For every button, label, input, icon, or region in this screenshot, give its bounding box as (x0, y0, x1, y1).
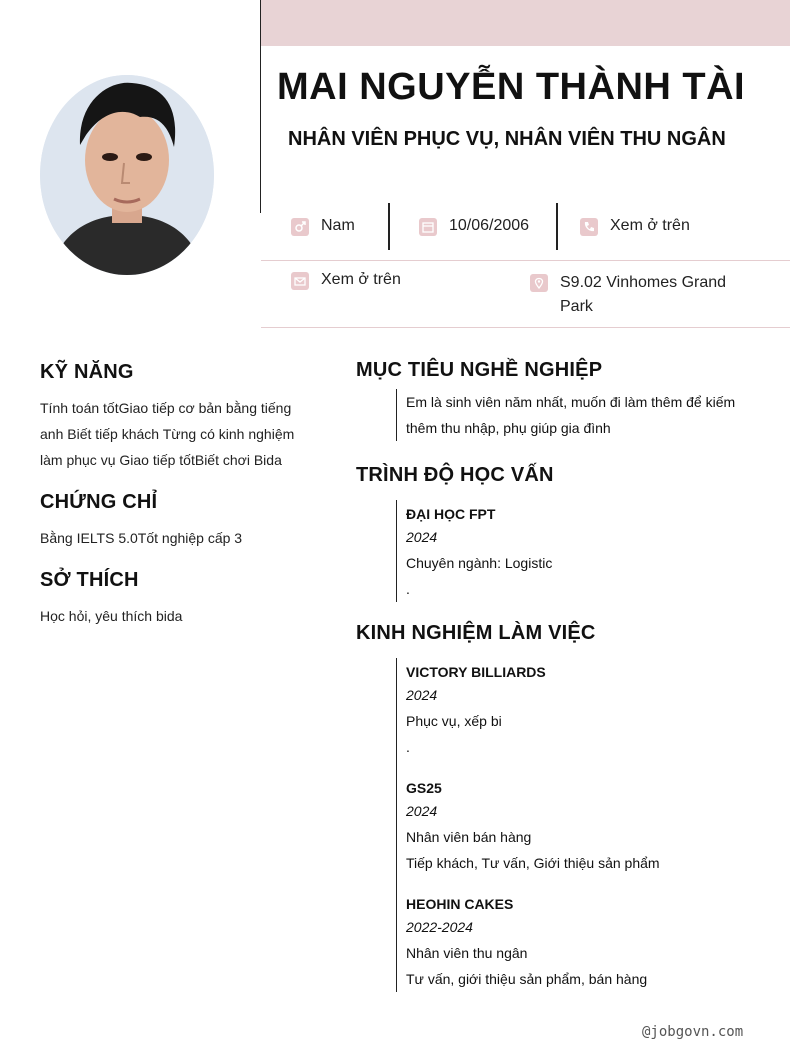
experience-entry (406, 774, 756, 876)
experience-line-1: Nhân viên thu ngân (406, 945, 528, 961)
education-time: 2024 (406, 529, 438, 545)
gender-value: Nam (321, 217, 355, 234)
certificates-title: CHỨNG CHỈ (40, 491, 158, 513)
experience-line-1: Nhân viên bán hàng (406, 829, 532, 845)
info-separator (556, 203, 558, 250)
experience-line-2: . (406, 739, 410, 755)
calendar-icon (419, 218, 437, 236)
experience-org: HEOHIN CAKES (406, 896, 514, 912)
experience-time: 2024 (406, 687, 438, 703)
gender-icon (291, 218, 309, 236)
skills-text: Tính toán tốtGiao tiếp cơ bản bằng tiếng anh Biết tiếp khách Từng có kinh nghiệm làm phục vụ Giao tiếp tốtBiết chơi Bida (40, 400, 295, 468)
experience-org: VICTORY BILLIARDS (406, 664, 546, 680)
experience-entry (406, 890, 756, 992)
phone-value: Xem ở trên (610, 217, 690, 234)
experience-entry (406, 658, 756, 760)
candidate-position: NHÂN VIÊN PHỤC VỤ, NHÂN VIÊN THU NGÂN (288, 128, 726, 150)
email-value: Xem ở trên (321, 271, 401, 288)
education-org: ĐẠI HỌC FPT (406, 506, 496, 522)
experience-line-1: Phục vụ, xếp bi (406, 713, 502, 729)
location-icon (530, 274, 548, 292)
profile-photo (40, 75, 214, 275)
education-entry (406, 500, 756, 602)
header-divider (260, 0, 261, 213)
dob-value: 10/06/2006 (449, 217, 530, 234)
education-title: TRÌNH ĐỘ HỌC VẤN (356, 464, 554, 486)
experience-line-2: Tư vấn, giới thiệu sản phẩm, bán hàng (406, 971, 648, 987)
experience-time: 2022-2024 (406, 919, 473, 935)
info-gender (291, 217, 355, 236)
experience-title: KINH NGHIỆM LÀM VIỆC (356, 622, 596, 644)
hobbies-text: Học hỏi, yêu thích bida (40, 608, 183, 624)
info-address (530, 271, 730, 319)
info-phone (580, 217, 690, 236)
info-email (291, 271, 401, 290)
education-line-1: Chuyên ngành: Logistic (406, 555, 553, 571)
info-row-1 (261, 203, 790, 260)
education-line-2: . (406, 581, 410, 597)
experience-block (396, 658, 756, 992)
info-separator (388, 203, 390, 250)
objective-block (396, 389, 756, 441)
certificates-text: Bằng IELTS 5.0Tốt nghiệp cấp 3 (40, 530, 243, 546)
experience-org: GS25 (406, 780, 442, 796)
avatar-portrait (40, 75, 214, 275)
candidate-name: MAI NGUYỄN THÀNH TÀI (277, 66, 746, 108)
experience-time: 2024 (406, 803, 438, 819)
watermark: @jobgovn.com (642, 1024, 744, 1040)
hobbies-title: SỞ THÍCH (40, 569, 139, 591)
info-dob (419, 217, 529, 236)
objective-title: MỤC TIÊU NGHỀ NGHIỆP (356, 359, 603, 381)
objective-text: Em là sinh viên năm nhất, muốn đi làm thêm để kiếm thêm thu nhập, phụ giúp gia đình (406, 394, 736, 436)
education-block (396, 500, 756, 602)
header-band (261, 0, 790, 46)
skills-title: KỸ NĂNG (40, 361, 134, 383)
info-row-2 (261, 260, 790, 328)
experience-line-2: Tiếp khách, Tư vấn, Giới thiệu sản phẩm (406, 855, 660, 871)
email-icon (291, 272, 309, 290)
phone-icon (580, 218, 598, 236)
address-value: S9.02 Vinhomes Grand Park (560, 274, 727, 315)
